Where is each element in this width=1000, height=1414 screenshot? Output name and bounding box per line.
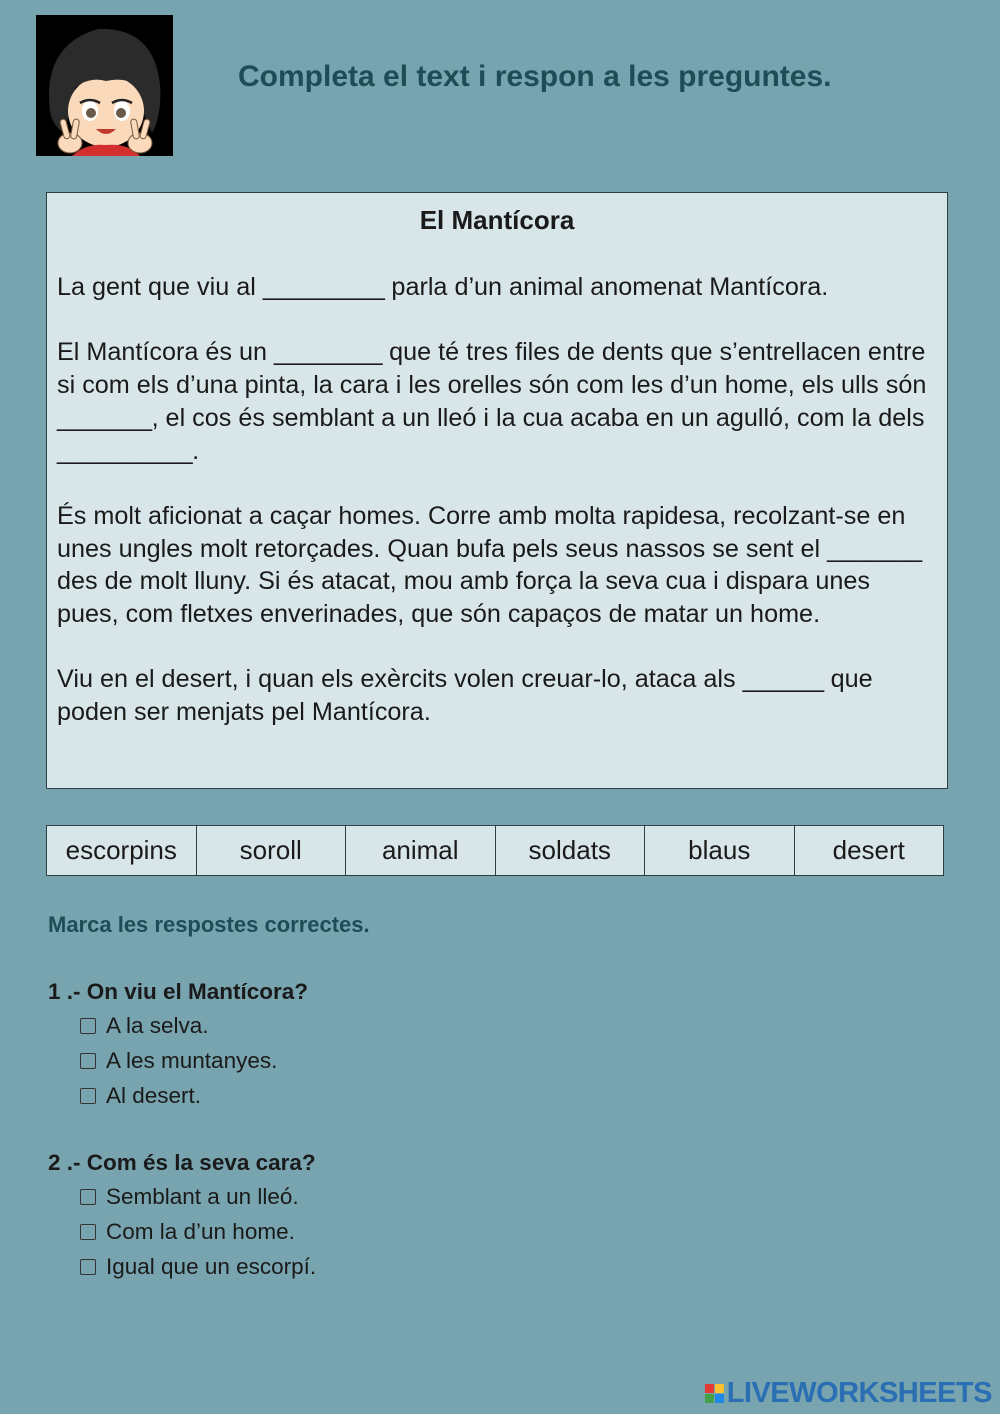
word-bank xyxy=(46,825,944,876)
option-q1-b[interactable] xyxy=(80,1048,277,1074)
blank-6[interactable]: ______ xyxy=(742,665,824,694)
question-1: 1 .- On viu el Mantícora? xyxy=(48,979,309,1004)
word-bank-item[interactable]: soldats xyxy=(496,826,646,875)
blank-5[interactable]: _______ xyxy=(827,534,922,563)
option-label: Igual que un escorpí. xyxy=(106,1254,317,1279)
p3-text-b: des de molt lluny. Si és atacat, mou amb força la seva cua i dispara unes pues, com fletxes enverinades, que són capaços de matar un home. xyxy=(57,567,870,628)
option-label: A les muntanyes. xyxy=(106,1048,278,1073)
p4-text-b: que poden ser menjats pel Mantícora. xyxy=(57,665,873,727)
page-title: Completa el text i respon a les preguntes. xyxy=(238,60,832,93)
checkbox[interactable] xyxy=(80,1224,96,1240)
option-label: Semblant a un lleó. xyxy=(106,1184,299,1209)
blank-1[interactable]: _________ xyxy=(262,273,385,301)
word-bank-item[interactable]: blaus xyxy=(645,826,795,875)
p2-text-b: que té tres files de dents que s’entrellacen entre si com els d’una pinta, la cara i les orelles són com les d’un home, els ulls són xyxy=(57,338,927,400)
p4-text-a: Viu en el desert, i quan els exèrcits volen creuar-lo, ataca als xyxy=(57,665,743,694)
checkbox[interactable] xyxy=(80,1088,96,1104)
paragraph-3 xyxy=(57,500,937,631)
blank-4[interactable]: __________ xyxy=(57,436,193,465)
option-q2-b[interactable] xyxy=(80,1219,295,1245)
paragraph-1 xyxy=(57,271,937,304)
option-label: A la selva. xyxy=(106,1013,209,1038)
paragraph-2 xyxy=(57,336,937,467)
word-bank-item[interactable]: soroll xyxy=(197,826,347,875)
checkbox[interactable] xyxy=(80,1018,96,1034)
p3-text-a: És molt aficionat a caçar homes. Corre amb molta rapidesa, recolzant-se en unes ungles molt retorçades. Quan bufa pels seus nassos se sent el xyxy=(57,501,906,563)
question-2: 2 .- Com és la seva cara? xyxy=(48,1150,316,1175)
logo-tiles-icon xyxy=(705,1384,724,1403)
option-label: Al desert. xyxy=(106,1083,202,1108)
blank-3[interactable]: _______ xyxy=(57,403,152,432)
avatar-illustration xyxy=(36,15,173,156)
story-title: El Mantícora xyxy=(419,205,575,235)
option-label: Com la d’un home. xyxy=(106,1219,295,1244)
word-bank-item[interactable]: desert xyxy=(832,835,905,865)
blank-2[interactable]: ________ xyxy=(274,338,383,367)
p2-text-c: , el cos és semblant a un lleó i la cua acaba en un agulló, com la dels xyxy=(151,403,925,432)
paragraph-4 xyxy=(57,663,937,728)
p1-text-a: La gent que viu al xyxy=(57,273,263,301)
liveworksheets-logo xyxy=(705,1377,992,1410)
checkbox[interactable] xyxy=(80,1259,96,1275)
option-q2-a[interactable] xyxy=(80,1184,299,1210)
quiz-heading: Marca les respostes correctes. xyxy=(48,912,370,937)
story-box xyxy=(46,192,948,789)
p2-text-d: . xyxy=(192,436,200,465)
p2-text-a: El Mantícora és un xyxy=(57,338,274,367)
checkbox[interactable] xyxy=(80,1053,96,1069)
checkbox[interactable] xyxy=(80,1189,96,1205)
option-q2-c[interactable] xyxy=(80,1254,316,1280)
p1-text-b: parla d’un animal anomenat Mantícora. xyxy=(384,273,829,301)
avatar xyxy=(36,15,173,156)
word-bank-item[interactable]: escorpins xyxy=(47,826,197,875)
option-q1-a[interactable] xyxy=(80,1013,209,1039)
option-q1-c[interactable] xyxy=(80,1083,201,1109)
logo-text: LIVEWORKSHEETS xyxy=(726,1377,992,1409)
word-bank-item[interactable]: animal xyxy=(346,826,496,875)
